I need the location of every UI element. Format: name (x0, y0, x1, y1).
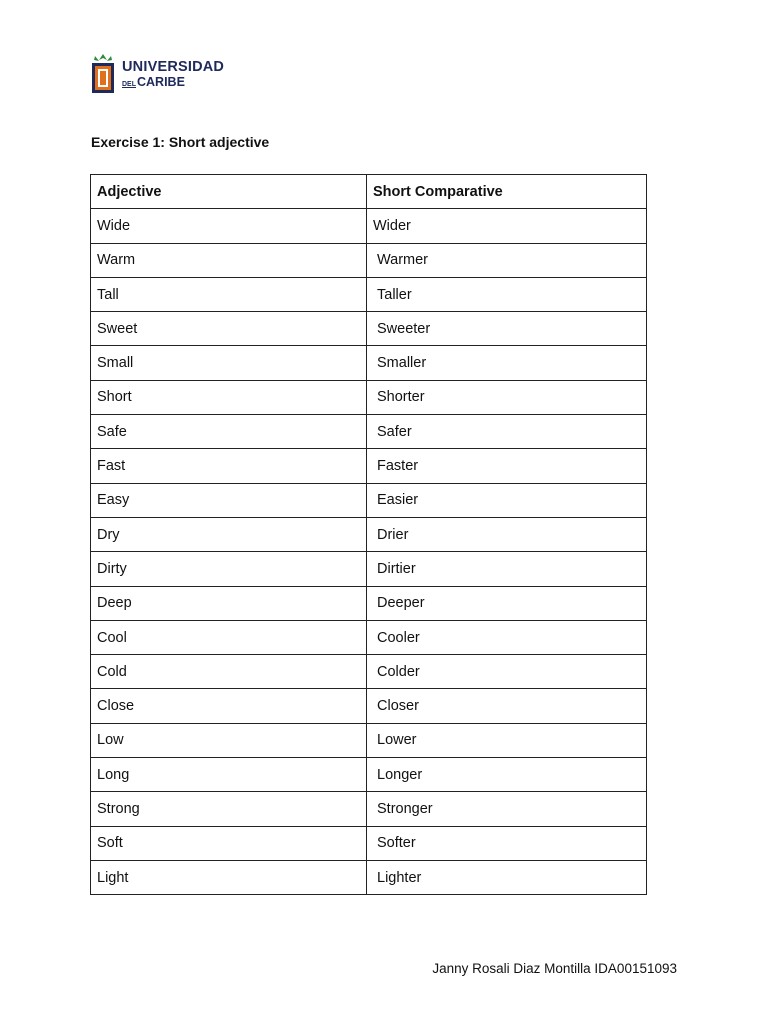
table-row (91, 792, 647, 826)
table-row (91, 517, 647, 551)
adjective-cell: Close (91, 689, 367, 723)
table-header-row (91, 175, 647, 209)
logo-title: UNIVERSIDAD (122, 58, 225, 75)
adjective-table (90, 174, 647, 895)
comparative-cell: Dirtier (367, 552, 647, 586)
comparative-cell: Longer (367, 758, 647, 792)
adjective-cell: Dirty (91, 552, 367, 586)
adjective-cell: Low (91, 723, 367, 757)
adjective-cell: Small (91, 346, 367, 380)
column-header-adjective: Adjective (91, 175, 367, 209)
adjective-cell: Fast (91, 449, 367, 483)
adjective-cell: Short (91, 380, 367, 414)
table-row (91, 826, 647, 860)
comparative-cell: Warmer (367, 243, 647, 277)
table-row (91, 860, 647, 894)
table-row (91, 243, 647, 277)
table-row (91, 277, 647, 311)
comparative-cell: Shorter (367, 380, 647, 414)
table-row (91, 483, 647, 517)
table-row (91, 449, 647, 483)
table-row (91, 415, 647, 449)
university-logo (90, 52, 224, 96)
adjective-cell: Strong (91, 792, 367, 826)
comparative-cell: Colder (367, 655, 647, 689)
comparative-cell: Wider (367, 209, 647, 243)
adjective-cell: Wide (91, 209, 367, 243)
logo-subtitle (122, 76, 224, 89)
comparative-cell: Drier (367, 517, 647, 551)
logo-del: DEL (122, 80, 136, 88)
table-row (91, 312, 647, 346)
table-row (91, 346, 647, 380)
adjective-cell: Safe (91, 415, 367, 449)
column-header-comparative: Short Comparative (367, 175, 647, 209)
adjective-cell: Tall (91, 277, 367, 311)
table-row (91, 552, 647, 586)
comparative-cell: Lighter (367, 860, 647, 894)
comparative-cell: Lower (367, 723, 647, 757)
table-row (91, 689, 647, 723)
table-row (91, 586, 647, 620)
logo-caribe: CARIBE (137, 75, 185, 89)
comparative-cell: Softer (367, 826, 647, 860)
adjective-cell: Warm (91, 243, 367, 277)
adjective-cell: Easy (91, 483, 367, 517)
adjective-cell: Soft (91, 826, 367, 860)
footer-author: Janny Rosali Diaz Montilla IDA00151093 (432, 961, 677, 976)
comparative-cell: Cooler (367, 620, 647, 654)
comparative-cell: Smaller (367, 346, 647, 380)
table-row (91, 723, 647, 757)
table-body (91, 209, 647, 895)
adjective-cell: Dry (91, 517, 367, 551)
adjective-cell: Sweet (91, 312, 367, 346)
adjective-cell: Deep (91, 586, 367, 620)
comparative-cell: Closer (367, 689, 647, 723)
adjective-cell: Cold (91, 655, 367, 689)
table-row (91, 209, 647, 243)
exercise-title: Exercise 1: Short adjective (91, 134, 270, 150)
table-row (91, 620, 647, 654)
comparative-cell: Faster (367, 449, 647, 483)
table-row (91, 380, 647, 414)
comparative-cell: Stronger (367, 792, 647, 826)
adjective-cell: Long (91, 758, 367, 792)
table-row (91, 758, 647, 792)
comparative-cell: Easier (367, 483, 647, 517)
comparative-cell: Safer (367, 415, 647, 449)
adjective-cell: Cool (91, 620, 367, 654)
university-crest-icon (90, 53, 116, 95)
comparative-cell: Deeper (367, 586, 647, 620)
table-row (91, 655, 647, 689)
adjective-cell: Light (91, 860, 367, 894)
comparative-cell: Taller (367, 277, 647, 311)
comparative-cell: Sweeter (367, 312, 647, 346)
